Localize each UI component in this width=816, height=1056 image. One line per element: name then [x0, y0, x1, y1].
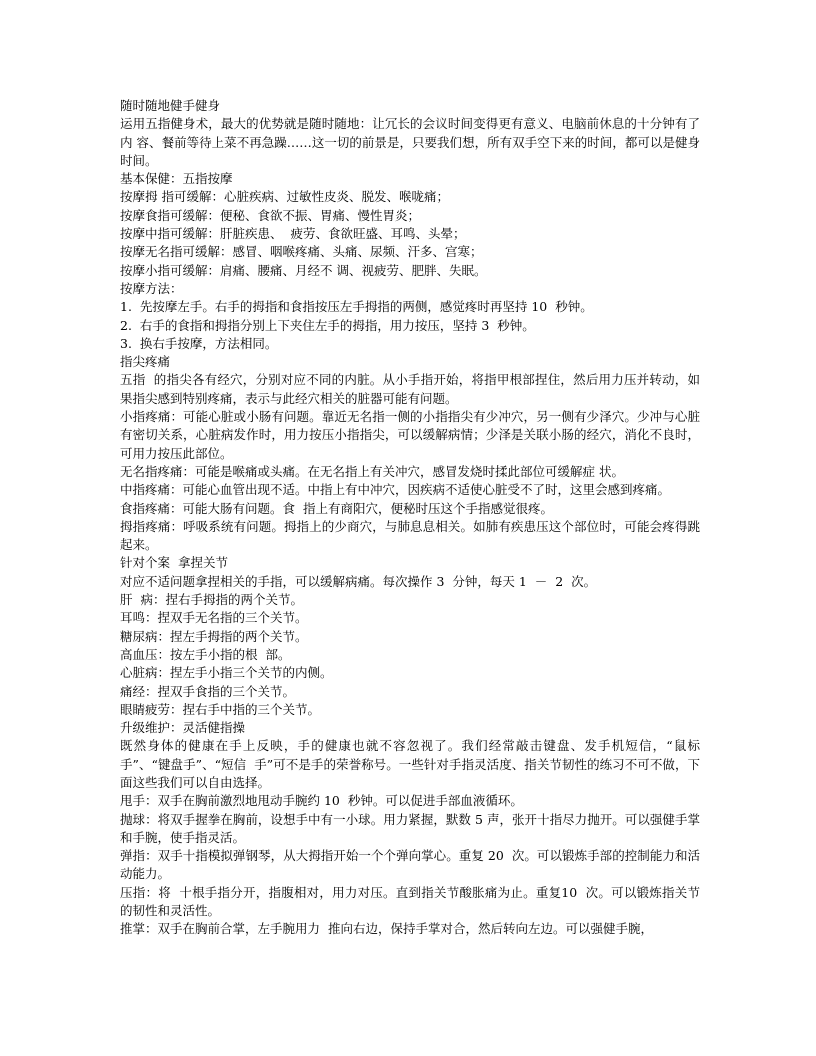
body-paragraph: 抛球：将双手握拳在胸前，设想手中有一小球。用力紧握，默数 5 声，张开十指尽力抛开。可以强健手掌和手腕，使手指灵活。	[120, 811, 700, 845]
body-paragraph: 3. 换右手按摩，方法相同。	[120, 335, 278, 351]
body-paragraph: 推掌：双手在胸前合掌，左手腕用力 推向右边，保持手掌对合，然后转向左边。可以强健手腕，	[120, 921, 653, 937]
body-paragraph: 耳鸣：捏双手无名指的三个关节。	[120, 610, 308, 626]
body-paragraph: 按摩小指可缓解：肩痛、腰痛、月经不 调、视疲劳、肥胖、失眠。	[120, 262, 487, 278]
body-paragraph: 五指 的指尖各有经穴，分别对应不同的内脏。从小手指开始，将指甲根部捏住，然后用力压并转动，如果指尖感到特别疼痛，表示与此经穴相关的脏器可能有问题。	[120, 372, 700, 406]
section-heading: 按摩方法：	[120, 280, 183, 296]
section-heading: 针对个案 拿捏关节	[120, 555, 228, 571]
body-paragraph: 痛经：捏双手食指的三个关节。	[120, 683, 296, 699]
body-paragraph: 弹指：双手十指模拟弹钢琴，从大拇指开始一个个弹向掌心。重复 20 次。可以锻炼手部的控制能力和活动能力。	[120, 848, 700, 882]
body-paragraph: 按摩无名指可缓解：感冒、咽喉疼痛、头痛、尿频、汗多、宫寒；	[120, 244, 483, 260]
body-paragraph: 心脏病：捏左手小指三个关节的内侧。	[120, 665, 333, 681]
body-paragraph: 按摩中指可缓解：肝脏疾患、 疲劳、食欲旺盛、耳鸣、头晕；	[120, 226, 466, 242]
body-paragraph: 糖尿病：捏左手拇指的两个关节。	[120, 628, 308, 644]
section-heading: 随时随地健手健身	[120, 98, 221, 113]
body-paragraph: 对应不适问题拿捏相关的手指，可以缓解病痛。每次操作 3 分钟，每天 1 － 2 次。	[120, 573, 597, 589]
body-paragraph: 眼睛疲劳：捏右手中指的三个关节。	[120, 701, 321, 717]
section-heading: 指尖疼痛	[120, 354, 171, 370]
body-paragraph: 小指疼痛：可能心脏或小肠有问题。靠近无名指一侧的小指指尖有少冲穴，另一侧有少泽穴。少冲与心脏有密切关系，心脏病发作时，用力按压小指指尖，可以缓解病情；少泽是关联小肠的经穴，消化不良时，可用力按压此部位。	[120, 409, 700, 461]
body-paragraph: 肝 病：捏右手拇指的两个关节。	[120, 592, 303, 608]
body-paragraph: 高血压：按左手小指的根 部。	[120, 646, 291, 662]
body-paragraph: 中指疼痛：可能心血管出现不适。中指上有中冲穴，因疾病不适使心脏受不了时，这里会感到疼痛。	[120, 482, 671, 498]
body-paragraph: 无名指疼痛：可能是喉痛或头痛。在无名指上有关冲穴，感冒发烧时揉此部位可缓解症 状。	[120, 463, 624, 479]
body-paragraph: 运用五指健身术，最大的优势就是随时随地：让冗长的会议时间变得更有意义、电脑前休息的十分钟有了内 容、餐前等待上菜不再急躁……这一切的前景是，只要我们想，所有双手空下来的时间，都可以是健身时间。	[120, 116, 700, 168]
document-page	[120, 97, 708, 939]
body-paragraph: 甩手：双手在胸前激烈地甩动手腕约 10 秒钟。可以促进手部血液循环。	[120, 793, 523, 809]
section-heading: 升级维护：灵活健指操	[120, 720, 246, 736]
body-paragraph: 压指：将 十根手指分开，指腹相对，用力对压。直到指关节酸胀痛为止。重复10 次。可以锻炼指关节的韧性和灵活性。	[120, 884, 700, 919]
body-paragraph: 1. 先按摩左手。右手的拇指和食指按压左手拇指的两侧，感觉疼时再坚持 10 秒钟。	[120, 299, 593, 315]
body-paragraph: 2. 右手的食指和拇指分别上下夹住左手的拇指，用力按压，坚持 3 秒钟。	[120, 317, 535, 333]
body-paragraph: 食指疼痛：可能大肠有问题。食 指上有商阳穴，便秘时压这个手指感觉很疼。	[120, 500, 553, 516]
body-paragraph: 既然身体的健康在手上反映，手的健康也就不容忽视了。我们经常敲击键盘、发手机短信，“鼠标手”、“键盘手”、“短信 手”可不是手的荣誉称号。一些针对手指灵活度、指关节韧性的练习不可不做，下面这些我们可以自由选择。	[120, 738, 700, 790]
body-paragraph: 拇指疼痛：呼吸系统有问题。拇指上的少商穴，与肺息息相关。如肺有疾患压这个部位时，可能会疼得跳 起来。	[120, 518, 708, 553]
body-paragraph: 按摩食指可缓解：便秘、食欲不振、胃痛、慢性胃炎；	[120, 207, 421, 223]
body-paragraph: 按摩拇 指可缓解：心脏疾病、过敏性皮炎、脱发、喉咙痛；	[120, 189, 449, 205]
section-heading: 基本保健：五指按摩	[120, 171, 233, 187]
